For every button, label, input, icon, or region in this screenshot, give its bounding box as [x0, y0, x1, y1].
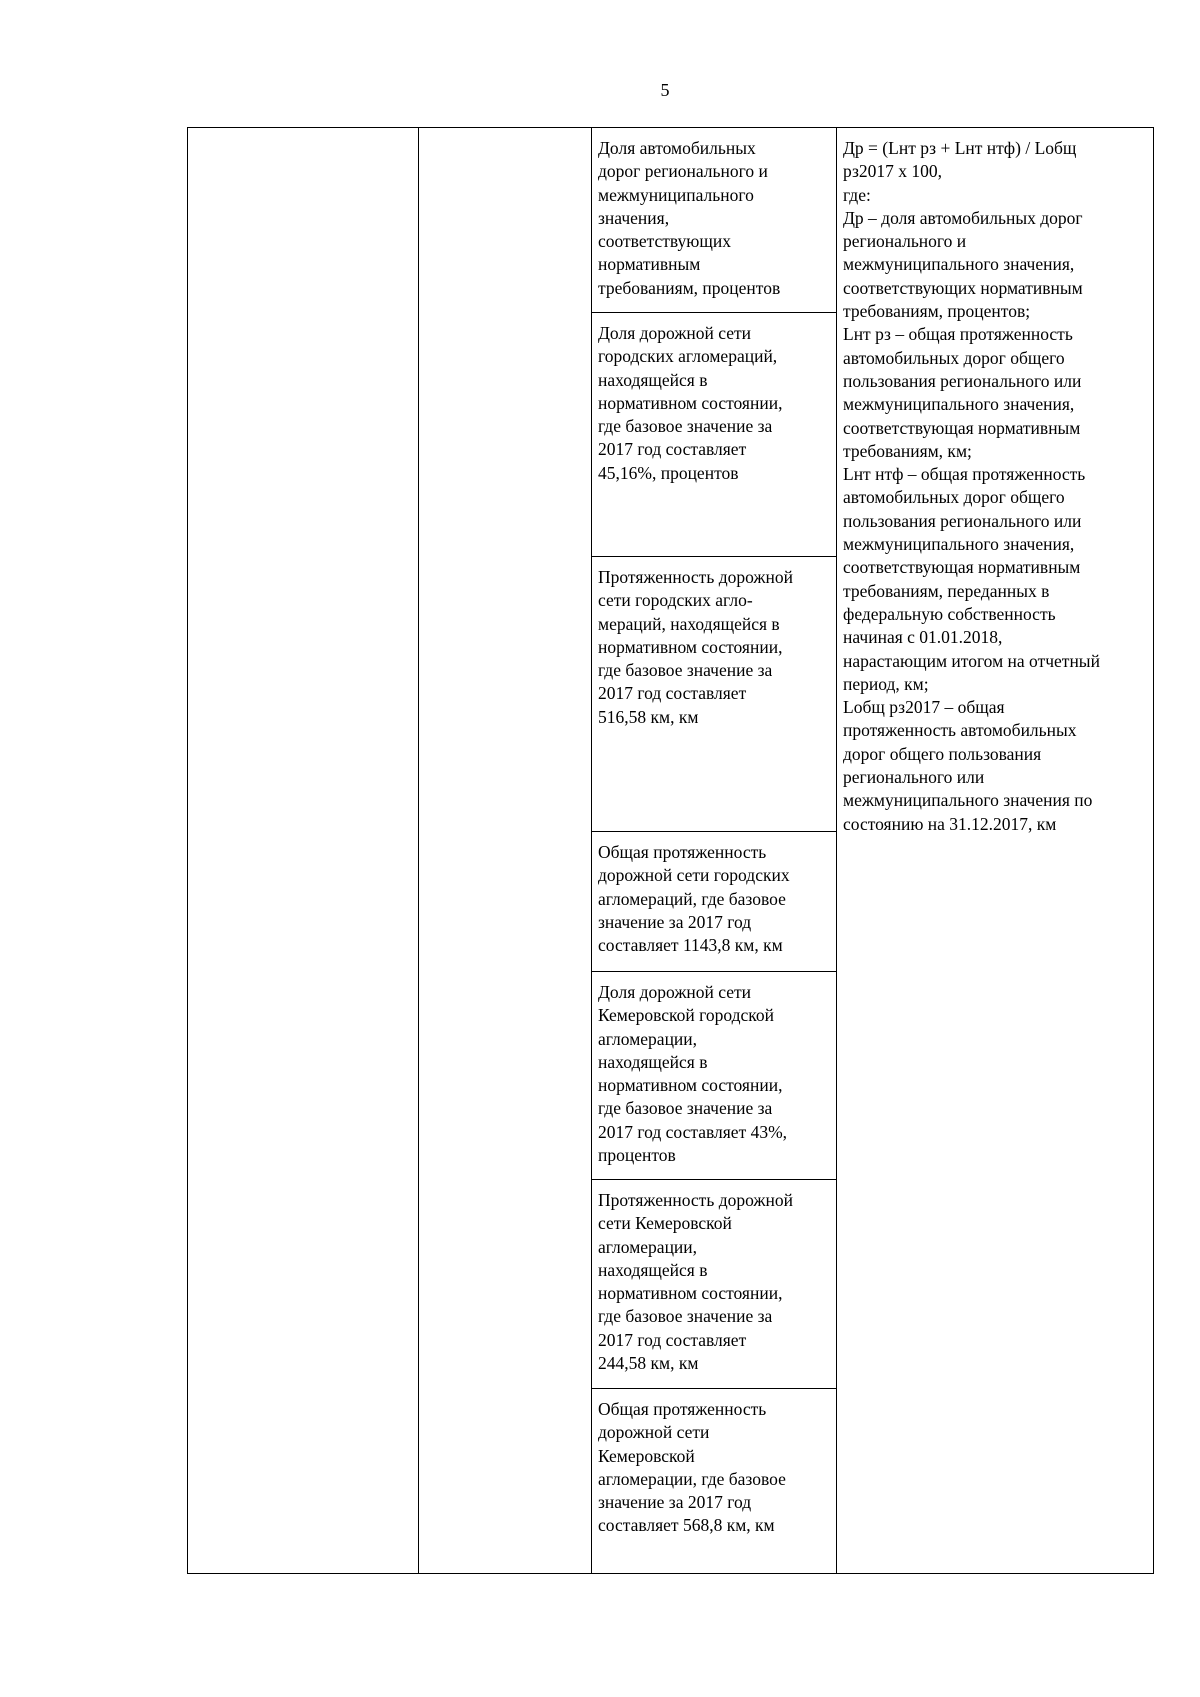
table-row: [188, 128, 1154, 313]
formula-text: Др = (Lнт рз + Lнт нтф) / Lобщ рз2017 х 100, где: Др – доля автомобильных дорог регионального и межмуниципального значения, соответствующих нормативным требованиям, процентов; Lнт рз – общая протяженность автомобильных дорог общего пользования регионального или межмуниципального значения, соответствующая нормативным требованиям, км; Lнт нтф – общая протяженность автомобильных дорог общего пользования регионального или межмуниципального значения, соответствующая нормативным требованиям, переданных в федеральную собственность начиная с 01.01.2018, нарастающим итогом на отчетный период, км; Lобщ рз2017 – общая протяженность автомобильных дорог общего пользования регионального или межмуниципального значения по состоянию на 31.12.2017, км: [843, 138, 1100, 834]
indicator-text: Доля дорожной сети городских агломераций, находящейся в нормативном состоянии, где базовое значение за 2017 год составляет 45,16%, процентов: [598, 323, 783, 483]
indicator-cell: [592, 313, 837, 557]
indicator-cell: [592, 128, 837, 313]
indicator-cell: [592, 557, 837, 832]
indicator-cell: [592, 1180, 837, 1389]
indicator-cell: [592, 972, 837, 1180]
empty-cell-col2: [419, 128, 592, 1574]
indicator-text: Доля дорожной сети Кемеровской городской агломерации, находящейся в нормативном состоянии, где базовое значение за 2017 год составляет 43%, процентов: [598, 982, 788, 1166]
formula-cell: [837, 128, 1154, 1574]
indicators-table: [187, 127, 1154, 1574]
empty-cell-col1: [188, 128, 419, 1574]
indicator-text: Протяженность дорожной сети Кемеровской агломерации, находящейся в нормативном состоянии, где базовое значение за 2017 год составляет 244,58 км, км: [598, 1190, 793, 1374]
indicator-text: Общая протяженность дорожной сети городских агломераций, где базовое значение за 2017 год составляет 1143,8 км, км: [598, 842, 790, 956]
page-number: 5: [660, 80, 670, 100]
indicator-text: Общая протяженность дорожной сети Кемеровской агломерации, где базовое значение за 2017 год составляет 568,8 км, км: [598, 1399, 786, 1536]
indicator-text: Протяженность дорожной сети городских агло- мераций, находящейся в нормативном состоянии, где базовое значение за 2017 год составляет 516,58 км, км: [598, 567, 793, 727]
indicator-cell: [592, 832, 837, 972]
indicator-cell: [592, 1389, 837, 1574]
indicator-text: Доля автомобильных дорог регионального и межмуниципального значения, соответствующих нормативным требованиям, процентов: [598, 138, 781, 298]
